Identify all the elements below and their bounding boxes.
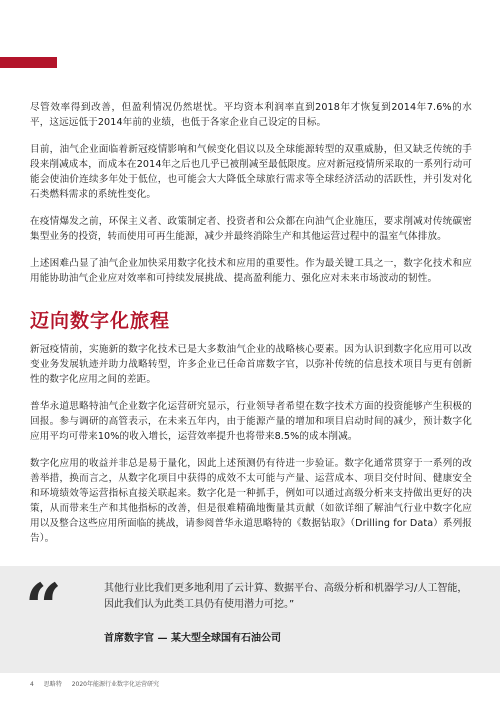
body-paragraph: 在疫情爆发之前，环保主义者、政策制定者、投资者和公众都在向油气企业施压，要求削减对传统碳密集型业务的投资，转而使用可再生能源，减少并最终消除生产和其他运营过程中的温室气体排放。 [30,216,472,242]
accent-bar [0,57,57,68]
page-footer [30,679,167,688]
body-paragraph: 上述困难凸显了油气企业加快采用数字化技术和应用的重要性。作为最关键工具之一，数字化技术和应用能协助油气企业应对效率和可持续发展挑战、提高盈利能力、强化应对未来市场波动的韧性。 [30,258,472,284]
main-content [30,100,472,558]
body-paragraph: 目前，油气企业面临着新冠疫情影响和气候变化倡议以及全球能源转型的双重威胁，但又缺乏传统的手段来削减成本，而成本在2014年之后也几乎已被削减至最低限度。应对新冠疫情所采取的一系列行动可能会使油价连续多年处于低位，也可能会大大降低全球旅行需求等全球经济活动的活跃性，并引发对化石类燃料需求的系统性变化。 [30,144,472,200]
body-paragraph: 新冠疫情前，实施新的数字化技术已是大多数油气企业的战略核心要素。因为认识到数字化应用可以改变业务发展轨迹并助力战略转型，许多企业已任命首席数字官，以弥补传统的信息技术项目与更有创新性的数字化应用之间的差距。 [30,344,472,385]
footer-brand: 思略特 [43,681,62,688]
body-paragraph: 尽管效率得到改善，但盈利情况仍然堪忧。平均资本利润率直到2018年才恢复到2014年7.6%的水平，这远远低于2014年前的业绩，也低于各家企业自己设定的目标。 [30,102,472,128]
body-paragraph: 普华永道思略特油气企业数字化运营研究显示，行业领导者希望在数字技术方面的投资能够产生积极的回报。参与调研的高管表示，在未来五年内，由于能源产量的增加和项目启动时间的减少，预计数字化应用平均可带来10%的收入增长，运营效率提升也将带来8.5%的成本削减。 [30,401,472,442]
footer-report-title: 2020年能源行业数字化运营研究 [71,681,159,688]
quote-attribution: 首席数字官 — 某大型全球国有石油公司 [104,633,281,644]
quote-text: 其他行业比我们更多地利用了云计算、数据平台、高级分析和机器学习/人工智能，因此我们认为此类工具仍有使用潜力可挖。” [104,583,468,610]
section-title: 迈向数字化旅程 [30,310,171,332]
quote-mark-icon: “ [25,570,62,645]
page-number: 4 [30,681,34,688]
body-paragraph: 数字化应用的收益并非总是易于量化，因此上述预测仍有待进一步验证。数字化通常贯穿于一系列的改善举措，换而言之，从数字化项目中获得的成效不太可能与产量、运营成本、项目交付时间、健康安全和环境绩效等运营指标直接关联起来。数字化是一种抓手，例如可以通过高级分析来支持做出更好的决策，从而带来生产和其他指标的改善，但是很难精确地衡量其贡献（如欲详细了解油气行业中数字化应用以及整合这些应用所面临的挑战，请参阅普华永道思略特的《数据钻取》（Drilling for Data）系列报告）。 [30,458,472,544]
